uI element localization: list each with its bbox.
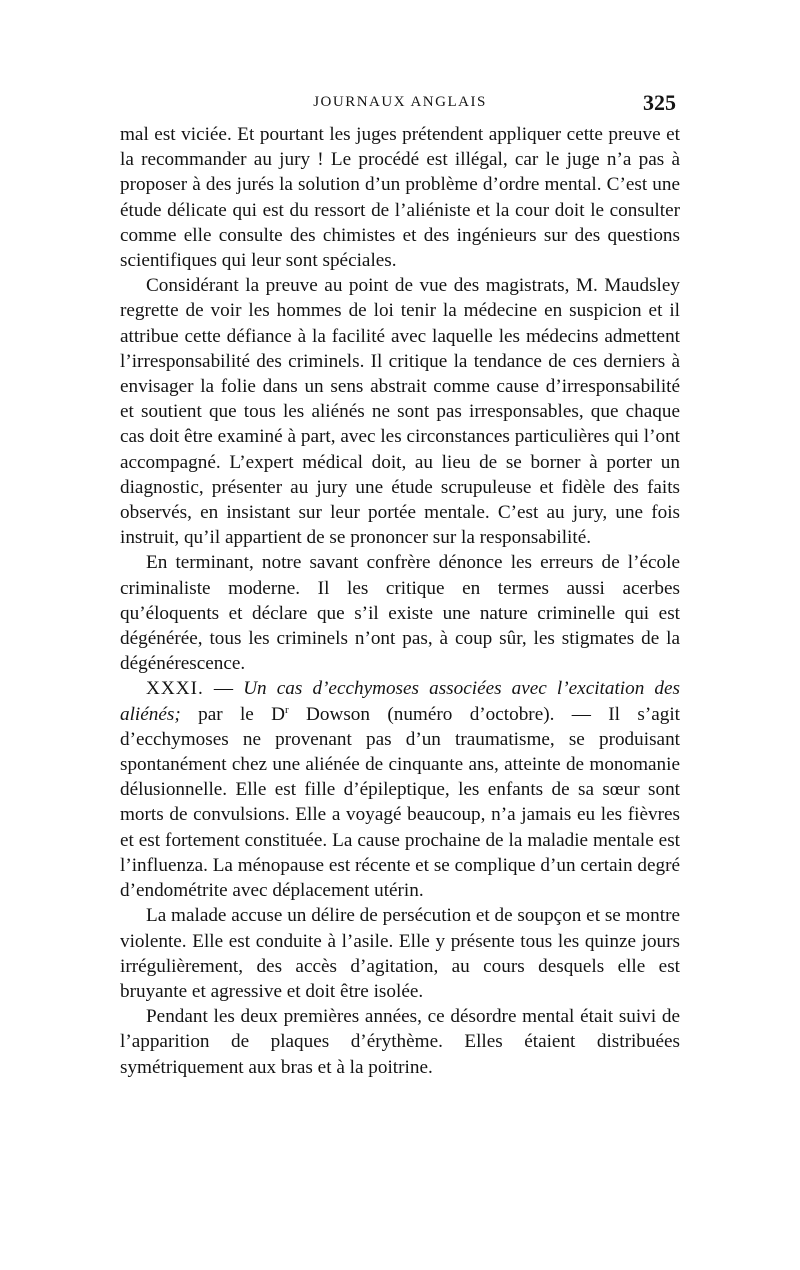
- running-title: JOURNAUX ANGLAIS: [313, 94, 487, 110]
- body-text: [120, 122, 680, 1080]
- section-xxxi-paragraph: [120, 676, 680, 903]
- doctor-superscript: r: [285, 703, 289, 716]
- paragraph-erytheme: Pendant les deux premières années, ce désordre mental était suivi de l’apparition de plaques d’érythème. Elles étaient distribuées symétriquement aux bras et à la poitrine.: [120, 1006, 680, 1078]
- author-prefix: par le D: [180, 703, 286, 725]
- paragraph-continuation: mal est viciée. Et pourtant les juges prétendent appliquer cette preuve et la recommander au jury ! Le procédé est illégal, car le juge n’a pas à proposer à des jurés la solution d’un problème d’ordre mental. C’est une étude délicate qui est du ressort de l’aliéniste et la cour doit le consulter comme elle consulte des chimistes et des ingénieurs sur des questions scientifiques qui leur sont spéciales.: [120, 124, 680, 272]
- section-dash: —: [203, 678, 244, 700]
- paragraph-malade: La malade accuse un délire de persécution et de soupçon et se montre violente. Elle est conduite à l’asile. Elle y présente tous les quinze jours irrégulièrement, des accès d’agitation, au cours desquels elle est bruyante et agressive et doit être isolée.: [120, 905, 680, 1002]
- paragraph-conclusion: En terminant, notre savant confrère dénonce les erreurs de l’école criminaliste moderne. Il les critique en termes aussi acerbes qu’éloquents et déclare que s’il existe une nature criminelle qui est dégénérée, tous les criminels n’ont pas, à coup sûr, les stigmates de la dégénérescence.: [120, 552, 680, 675]
- section-text: Dowson (numéro d’octobre). — Il s’agit d’ecchymoses ne provenant pas d’un traumatisme, se produisant spontanément chez une aliénée de cinquante ans, atteinte de monomanie délusionnelle. Elle est fille d’épileptique, les enfants de sa sœur sont morts de convulsions. Elle a voyagé beaucoup, n’a jamais eu les fièvres et est fortement constituée. La cause prochaine de la maladie mentale est l’influenza. La ménopause est récente et se complique d’un certain degré d’endométrite avec déplacement utérin.: [120, 703, 680, 902]
- section-number: XXXI.: [146, 678, 204, 700]
- running-head: [120, 90, 680, 118]
- section-title: Un cas d’ecchymoses associées avec l’excitation des aliénés;: [120, 678, 681, 725]
- paragraph-maudsley: Considérant la preuve au point de vue des magistrats, M. Maudsley regrette de voir les hommes de loi tenir la médecine en suspicion et il attribue cette défiance à la facilité avec laquelle les médecins admettent l’irresponsabilité des criminels. Il critique la tendance de ces derniers à envisager la folie dans un sens abstrait comme cause d’irresponsabilité et soutient que tous les aliénés ne sont pas irresponsables, que chaque cas doit être examiné à part, avec les circonstances particulières qui l’ont accompagné. L’expert médical doit, au lieu de se borner à porter un diagnostic, présenter au jury une étude scrupuleuse et fidèle des faits observés, en insistant sur leur portée mentale. C’est au jury, une fois instruit, qu’il appartient de se prononcer sur la responsabilité.: [120, 275, 680, 549]
- page-number: 325: [643, 90, 676, 115]
- book-page: [120, 90, 680, 1080]
